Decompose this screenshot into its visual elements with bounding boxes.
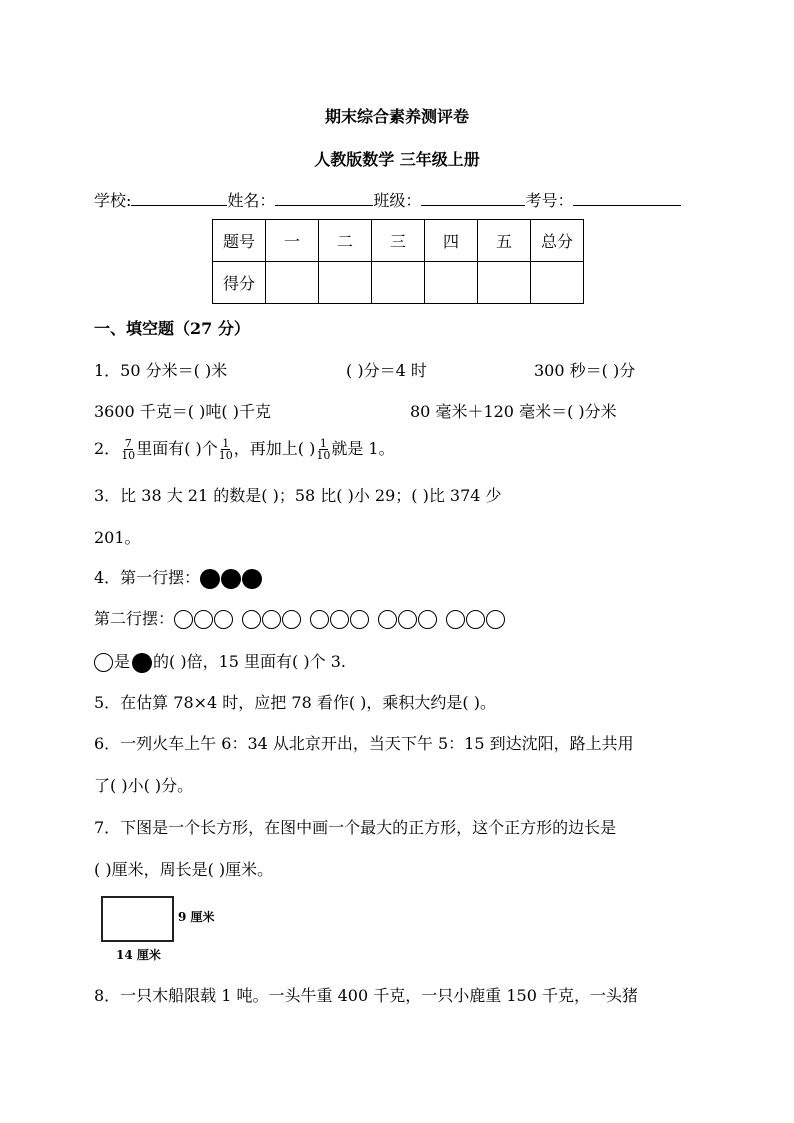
empty-circle-icon — [398, 610, 417, 629]
empty-circle-icon — [330, 610, 349, 629]
q4-row-2 — [94, 606, 514, 629]
fraction-numerator: 1 — [319, 437, 327, 450]
score-table-cell: 总分 — [531, 220, 584, 262]
q5: 5．在估算 78×4 时，应把 78 看作( )，乘积大约是( )。 — [94, 693, 496, 712]
fraction-denominator: 10 — [316, 449, 331, 462]
q1-part-e: 80 毫米＋120 毫米＝( )分米 — [410, 402, 617, 421]
q3-line-2: 201。 — [94, 528, 141, 547]
fraction-denominator: 10 — [218, 449, 233, 462]
empty-circle-icon — [418, 610, 437, 629]
score-input-cell[interactable] — [372, 262, 425, 304]
q3-line-1: 3．比 38 大 21 的数是( )；58 比( )小 29；( )比 374 少 — [94, 486, 502, 505]
q2-text-1: 里面有( )个 — [136, 439, 218, 458]
fraction — [219, 438, 233, 461]
q7-line-2: ( )厘米，周长是( )厘米。 — [94, 860, 274, 879]
fraction — [316, 438, 330, 461]
q4-row2-label: 第二行摆： — [94, 609, 175, 628]
circle-group — [378, 609, 438, 629]
score-table-cell: 二 — [319, 220, 372, 262]
score-input-cell[interactable] — [266, 262, 319, 304]
fraction-numerator: 1 — [222, 437, 230, 450]
circle-group — [446, 609, 506, 629]
score-table-cell: 一 — [266, 220, 319, 262]
score-input-cell[interactable] — [319, 262, 372, 304]
section-heading: 一、填空题（27 分） — [94, 319, 250, 338]
score-table-cell: 五 — [478, 220, 531, 262]
fraction-numerator: 7 — [124, 437, 132, 450]
q6-line-1: 6．一列火车上午 6：34 从北京开出，当天下午 5：15 到达沈阳，路上共用 — [94, 734, 634, 753]
empty-circle-icon — [194, 610, 213, 629]
empty-circle-icon — [350, 610, 369, 629]
score-input-cell[interactable] — [531, 262, 584, 304]
school-field[interactable] — [131, 191, 227, 206]
empty-circle-icon — [310, 610, 329, 629]
empty-circle-icon — [262, 610, 281, 629]
exam-no-field[interactable] — [573, 191, 681, 206]
name-label: 姓名： — [227, 191, 276, 210]
score-table-cell: 三 — [372, 220, 425, 262]
score-table-cell: 得分 — [213, 262, 266, 304]
class-label: 班级： — [373, 191, 422, 210]
score-input-cell[interactable] — [425, 262, 478, 304]
page-title: 期末综合素养测评卷 — [324, 107, 469, 126]
score-table-header-row — [213, 220, 584, 262]
q4-row-1 — [94, 565, 263, 589]
rectangle-height-label: 9 厘米 — [178, 910, 215, 924]
q1-part-c: 300 秒＝( )分 — [534, 361, 636, 380]
empty-circle-icon — [174, 610, 193, 629]
rectangle-figure — [101, 896, 174, 942]
filled-circle-icon — [200, 569, 220, 589]
exam-no-label: 考号： — [525, 191, 574, 210]
q8-line-1: 8．一只木船限载 1 吨。一头牛重 400 千克，一只小鹿重 150 千克，一头猪 — [94, 986, 638, 1005]
score-table-cell: 题号 — [213, 220, 266, 262]
empty-circle-icon — [242, 610, 261, 629]
empty-circle-icon — [466, 610, 485, 629]
q6-line-2: 了( )小( )分。 — [94, 776, 194, 795]
empty-circle-icon — [378, 610, 397, 629]
page-subtitle: 人教版数学 三年级上册 — [314, 150, 480, 169]
class-field[interactable] — [421, 191, 525, 206]
circle-group — [310, 609, 370, 629]
rectangle-width-label: 14 厘米 — [116, 948, 161, 962]
filled-circle-icon — [242, 569, 262, 589]
score-table-score-row — [213, 262, 584, 304]
info-line — [94, 188, 681, 211]
q4-row1-label: 4．第一行摆： — [94, 568, 201, 587]
name-field[interactable] — [275, 191, 373, 206]
q4-text-b: 的( )倍，15 里面有( )个 3. — [153, 652, 346, 671]
q1-part-a: 1．50 分米＝( )米 — [94, 361, 228, 380]
filled-circle-icon — [221, 569, 241, 589]
q4-text-a: 是 — [114, 652, 131, 671]
q2-text-2: ，再加上( ) — [233, 439, 316, 458]
q2-text-3: 就是 1。 — [331, 439, 395, 458]
q2 — [94, 436, 395, 461]
filled-circle-icon — [132, 653, 152, 673]
score-input-cell[interactable] — [478, 262, 531, 304]
empty-circle-icon — [282, 610, 301, 629]
q7-line-1: 7．下图是一个长方形，在图中画一个最大的正方形，这个正方形的边长是 — [94, 818, 617, 837]
school-label: 学校: — [94, 191, 132, 210]
empty-circle-icon — [446, 610, 465, 629]
q1-part-d: 3600 千克＝( )吨( )千克 — [94, 402, 271, 421]
score-table-cell: 四 — [425, 220, 478, 262]
fraction — [121, 438, 135, 461]
q1-part-b: ( )分＝4 时 — [346, 361, 427, 380]
fraction-denominator: 10 — [121, 449, 136, 462]
circle-group — [174, 609, 234, 629]
empty-circle-icon — [94, 653, 113, 672]
q4-row-3 — [94, 649, 346, 673]
score-table — [212, 219, 584, 304]
empty-circle-icon — [486, 610, 505, 629]
q2-number: 2． — [94, 439, 121, 458]
empty-circle-icon — [214, 610, 233, 629]
circle-group — [242, 609, 302, 629]
